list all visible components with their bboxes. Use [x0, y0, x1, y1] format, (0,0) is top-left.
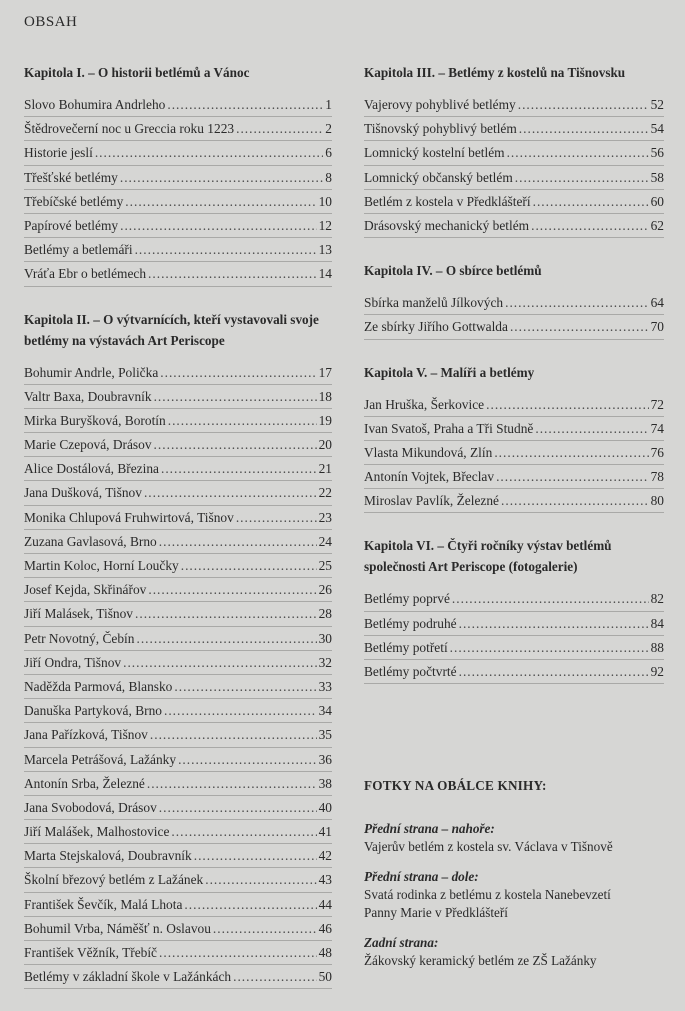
toc-entry [24, 965, 332, 989]
toc-entry [364, 612, 664, 636]
toc-entry-page: 43 [318, 872, 332, 888]
toc-entry [364, 587, 664, 611]
dot-leader [159, 941, 317, 964]
dot-leader [135, 238, 317, 261]
chapter-heading: Kapitola III. – Betlémy z kostelů na Tišnovsku [364, 65, 626, 80]
toc-entry-title: Sbírka manželů Jílkových [364, 295, 504, 311]
dot-leader [531, 214, 649, 237]
toc-entry [24, 238, 332, 262]
cover-photos-section [364, 778, 664, 982]
dot-leader [174, 675, 316, 698]
toc-entry [24, 214, 332, 238]
dot-leader [154, 433, 317, 456]
dot-leader [135, 602, 317, 625]
toc-entry-title: Ivan Svatoš, Praha a Tři Studně [364, 420, 534, 436]
cover-item-back [364, 934, 664, 970]
toc-list [24, 93, 332, 287]
toc-entry [24, 675, 332, 699]
toc-entry-page: 35 [318, 727, 332, 743]
dot-leader [171, 820, 316, 843]
toc-entry-title: Jana Svobodová, Drásov [24, 799, 157, 815]
toc-entry-page: 70 [650, 319, 664, 335]
toc-entry [364, 660, 664, 684]
toc-entry-page: 24 [318, 533, 332, 549]
toc-entry-title: Lomnický kostelní betlém [364, 145, 505, 161]
toc-entry [364, 636, 664, 660]
dot-leader [213, 917, 317, 940]
toc-entry-title: Josef Kejda, Skřinářov [24, 582, 147, 598]
toc-entry-page: 25 [318, 558, 332, 573]
cover-label: Zadní strana: [364, 935, 439, 950]
toc-entry-title: Jana Pařízková, Tišnov [24, 727, 148, 743]
toc-entry-page: 20 [318, 437, 332, 453]
toc-entry-page: 38 [318, 775, 332, 791]
cover-item-front-top [364, 820, 664, 856]
toc-entry [24, 941, 332, 965]
toc-entry-page: 28 [318, 606, 332, 622]
toc-entry-title: Vráťa Ebr o betlémech [24, 266, 147, 282]
toc-entry [24, 190, 332, 214]
toc-entry-title: Jana Dušková, Tišnov [24, 485, 142, 501]
toc-entry-title: Bohumir Andrle, Polička [24, 364, 159, 380]
toc-entry-title: Štědrovečerní noc u Greccia roku 1223 [24, 121, 235, 137]
toc-entry-page: 10 [318, 193, 332, 209]
toc-entry-title: Monika Chlupová Fruhwirtová, Tišnov [24, 509, 234, 525]
toc-entry [364, 141, 664, 165]
dot-leader [159, 530, 317, 553]
toc-entry-page: 88 [650, 639, 664, 655]
dot-leader [236, 117, 323, 140]
toc-entry [364, 291, 664, 315]
toc-entry-page: 6 [325, 145, 332, 161]
toc-entry-title: Tišnovský pohyblivý betlém [364, 121, 517, 137]
toc-entry-title: Školní březový betlém z Lažánek [24, 872, 204, 888]
toc-entry-page: 1 [325, 97, 332, 112]
toc-entry [24, 699, 332, 723]
toc-entry-page: 64 [650, 295, 664, 311]
toc-entry [24, 481, 332, 505]
toc-right-column [364, 62, 664, 706]
toc-entry-title: Mirka Buryšková, Borotín [24, 412, 166, 428]
toc-entry-page: 36 [318, 751, 332, 767]
toc-entry-title: Valtr Baxa, Doubravník [24, 388, 152, 404]
dot-leader [501, 489, 649, 512]
toc-entry-page: 40 [318, 799, 332, 815]
toc-entry-page: 58 [650, 169, 664, 185]
dot-leader [154, 385, 317, 408]
dot-leader [95, 141, 323, 164]
toc-entry [24, 141, 332, 165]
dot-leader [519, 117, 649, 140]
toc-list [364, 93, 664, 238]
toc-entry-page: 26 [318, 582, 332, 598]
toc-entry [364, 489, 664, 513]
toc-entry-page: 41 [318, 824, 332, 840]
dot-leader [148, 262, 317, 285]
toc-entry-page: 78 [650, 469, 664, 485]
toc-entry [364, 190, 664, 214]
toc-entry-page: 56 [650, 145, 664, 161]
toc-entry [364, 166, 664, 190]
toc-entry [364, 465, 664, 489]
toc-entry-page: 52 [650, 97, 664, 112]
toc-entry-page: 19 [318, 412, 332, 428]
toc-entry [24, 868, 332, 892]
dot-leader [507, 141, 649, 164]
dot-leader [205, 868, 316, 891]
toc-entry-page: 8 [325, 169, 332, 185]
dot-leader [178, 748, 317, 771]
toc-entry [24, 723, 332, 747]
toc-entry [364, 441, 664, 465]
dot-leader [505, 291, 649, 314]
toc-entry-title: Jiří Malášek, Malhostovice [24, 824, 170, 840]
dot-leader [518, 93, 649, 116]
dot-leader [136, 627, 316, 650]
toc-entry-title: Betlémy v základní škole v Lažánkách [24, 969, 232, 985]
cover-text: Vajerův betlém z kostela sv. Václava v Tišnově [364, 839, 613, 854]
toc-section [24, 62, 332, 287]
toc-entry-title: Marcela Petrášová, Lažánky [24, 751, 177, 767]
toc-entry-title: Vlasta Mikundová, Zlín [364, 444, 493, 460]
toc-entry [24, 748, 332, 772]
toc-section [364, 362, 664, 514]
toc-entry-title: Marta Stejskalová, Doubravník [24, 848, 192, 864]
toc-entry-page: 21 [318, 461, 332, 477]
toc-entry-page: 13 [318, 242, 332, 258]
toc-entry-page: 22 [318, 485, 332, 501]
dot-leader [123, 651, 317, 674]
toc-entry-page: 46 [318, 920, 332, 936]
toc-entry-page: 80 [650, 493, 664, 509]
toc-entry-page: 50 [318, 969, 332, 985]
toc-entry [24, 651, 332, 675]
toc-entry [24, 554, 332, 578]
toc-entry-page: 12 [318, 217, 332, 233]
toc-entry-title: Jan Hruška, Šerkovice [364, 396, 485, 412]
toc-entry-title: Třešťské betlémy [24, 169, 118, 185]
toc-entry-title: Petr Novotný, Čebín [24, 630, 135, 646]
toc-entry-page: 30 [318, 630, 332, 646]
cover-item-front-bottom [364, 868, 664, 922]
toc-entry [24, 820, 332, 844]
toc-entry-page: 23 [318, 509, 332, 525]
dot-leader [494, 441, 648, 464]
toc-entry-page: 34 [318, 703, 332, 719]
toc-entry-title: Antonín Vojtek, Břeclav [364, 469, 495, 485]
toc-entry [24, 578, 332, 602]
toc-entry-page: 54 [650, 121, 664, 137]
toc-entry-title: Alice Dostálová, Březina [24, 461, 159, 477]
toc-entry-page: 76 [650, 444, 664, 460]
dot-leader [150, 723, 317, 746]
toc-entry [24, 385, 332, 409]
toc-entry-title: Zuzana Gavlasová, Brno [24, 533, 157, 549]
toc-entry [24, 627, 332, 651]
toc-entry-title: Martin Koloc, Horní Loučky [24, 558, 179, 573]
toc-entry [364, 93, 664, 117]
toc-entry-title: Antonín Srba, Železné [24, 775, 145, 791]
toc-entry [24, 262, 332, 286]
toc-entry-page: 2 [325, 121, 332, 137]
toc-entry-title: Naděžda Parmová, Blansko [24, 678, 173, 694]
dot-leader [148, 578, 316, 601]
toc-entry [24, 117, 332, 141]
chapter-heading: Kapitola IV. – O sbírce betlémů [364, 263, 542, 279]
toc-entry [24, 433, 332, 457]
dot-leader [236, 506, 317, 529]
toc-entry-page: 82 [650, 591, 664, 607]
toc-entry [24, 457, 332, 481]
toc-entry [24, 893, 332, 917]
cover-photos-heading: FOTKY NA OBÁLCE KNIHY: [364, 778, 547, 793]
toc-entry-page: 74 [650, 420, 664, 436]
cover-label: Přední strana – nahoře: [364, 821, 495, 836]
dot-leader [450, 636, 649, 659]
toc-entry [24, 602, 332, 626]
chapter-heading: Kapitola V. – Malíři a betlémy [364, 364, 535, 380]
toc-section [364, 535, 664, 684]
toc-entry-page: 48 [318, 945, 332, 960]
toc-list [364, 587, 664, 684]
toc-entry-title: Betlémy počtvrté [364, 664, 457, 679]
toc-entry [24, 844, 332, 868]
dot-leader [459, 612, 649, 635]
cover-text: Svatá rodinka z betlému z kostela Nanebevzetí Panny Marie v Předklášteří [364, 887, 611, 920]
dot-leader [161, 457, 317, 480]
toc-entry [364, 117, 664, 141]
dot-leader [120, 166, 323, 189]
toc-entry [24, 409, 332, 433]
dot-leader [125, 190, 316, 213]
dot-leader [486, 393, 648, 416]
toc-entry-title: Lomnický občanský betlém [364, 169, 513, 185]
toc-entry-title: Drásovský mechanický betlém [364, 217, 530, 233]
toc-entry [24, 796, 332, 820]
toc-entry-title: Miroslav Pavlík, Železné [364, 493, 499, 509]
toc-entry [24, 917, 332, 941]
dot-leader [160, 361, 316, 384]
toc-list [364, 393, 664, 514]
dot-leader [535, 417, 648, 440]
toc-entry-title: Jiří Ondra, Tišnov [24, 654, 122, 670]
dot-leader [533, 190, 649, 213]
toc-entry-title: Betlém z kostela v Předklášteří [364, 193, 531, 209]
page-title: OBSAH [24, 14, 78, 30]
chapter-heading: Kapitola II. – O výtvarnících, kteří vystavovali svoje betlémy na výstavách Art Periscope [24, 311, 319, 348]
toc-entry [364, 393, 664, 417]
toc-entry-title: Třebíčské betlémy [24, 193, 124, 209]
dot-leader [452, 587, 649, 610]
toc-entry [364, 214, 664, 238]
dot-leader [144, 481, 317, 504]
dot-leader [496, 465, 649, 488]
toc-entry [24, 93, 332, 117]
cover-text: Žákovský keramický betlém ze ZŠ Lažánky [364, 953, 597, 968]
toc-entry-page: 62 [650, 217, 664, 233]
toc-entry-title: Vajerovy pohyblivé betlémy [364, 97, 516, 112]
dot-leader [159, 796, 317, 819]
toc-entry-title: Slovo Bohumira Andrleho [24, 97, 166, 112]
toc-entry [364, 417, 664, 441]
toc-entry [24, 506, 332, 530]
dot-leader [510, 315, 649, 338]
toc-entry-title: Betlémy potřetí [364, 639, 448, 655]
toc-entry-page: 32 [318, 654, 332, 670]
dot-leader [120, 214, 317, 237]
toc-entry-page: 84 [650, 615, 664, 631]
toc-entry [24, 772, 332, 796]
toc-entry [24, 530, 332, 554]
toc-entry-title: Betlémy podruhé [364, 615, 457, 631]
dot-leader [184, 893, 316, 916]
dot-leader [147, 772, 317, 795]
toc-entry-page: 42 [318, 848, 332, 864]
dot-leader [181, 554, 317, 577]
chapter-heading: Kapitola VI. – Čtyři ročníky výstav betlémů společnosti Art Periscope (fotogalerie) [364, 538, 612, 575]
toc-list [24, 361, 332, 990]
toc-entry-title: Jiří Malásek, Tišnov [24, 606, 134, 622]
toc-entry-title: Betlémy a betlemáři [24, 242, 133, 258]
toc-entry-title: František Věžník, Třebíč [24, 945, 158, 960]
cover-label: Přední strana – dole: [364, 869, 479, 884]
toc-entry-title: Historie jeslí [24, 145, 93, 161]
toc-section [364, 62, 664, 238]
chapter-heading: Kapitola I. – O historii betlémů a Vánoc [24, 65, 250, 80]
dot-leader [168, 409, 317, 432]
dot-leader [194, 844, 317, 867]
toc-entry [24, 166, 332, 190]
toc-section [364, 260, 664, 339]
toc-entry-page: 72 [650, 396, 664, 412]
dot-leader [515, 166, 649, 189]
toc-entry-title: Ze sbírky Jiřího Gottwalda [364, 319, 508, 335]
toc-entry-page: 44 [318, 896, 332, 912]
toc-entry-page: 33 [318, 678, 332, 694]
toc-section [24, 309, 332, 990]
toc-entry-page: 17 [318, 364, 332, 380]
toc-entry-title: Bohumil Vrba, Náměšť n. Oslavou [24, 920, 211, 936]
dot-leader [164, 699, 317, 722]
toc-entry-page: 60 [650, 193, 664, 209]
toc-entry-page: 18 [318, 388, 332, 404]
toc-list [364, 291, 664, 339]
toc-entry [24, 361, 332, 385]
toc-entry [364, 315, 664, 339]
toc-entry-title: František Ševčík, Malá Lhota [24, 896, 183, 912]
toc-entry-page: 14 [318, 266, 332, 282]
toc-entry-title: Danuška Partyková, Brno [24, 703, 162, 719]
dot-leader [459, 660, 649, 683]
toc-entry-title: Marie Czepová, Drásov [24, 437, 152, 453]
toc-entry-title: Betlémy poprvé [364, 591, 450, 607]
toc-entry-title: Papírové betlémy [24, 217, 119, 233]
toc-left-column [24, 62, 332, 1011]
dot-leader [167, 93, 323, 116]
toc-entry-page: 92 [650, 664, 664, 679]
dot-leader [233, 965, 317, 988]
